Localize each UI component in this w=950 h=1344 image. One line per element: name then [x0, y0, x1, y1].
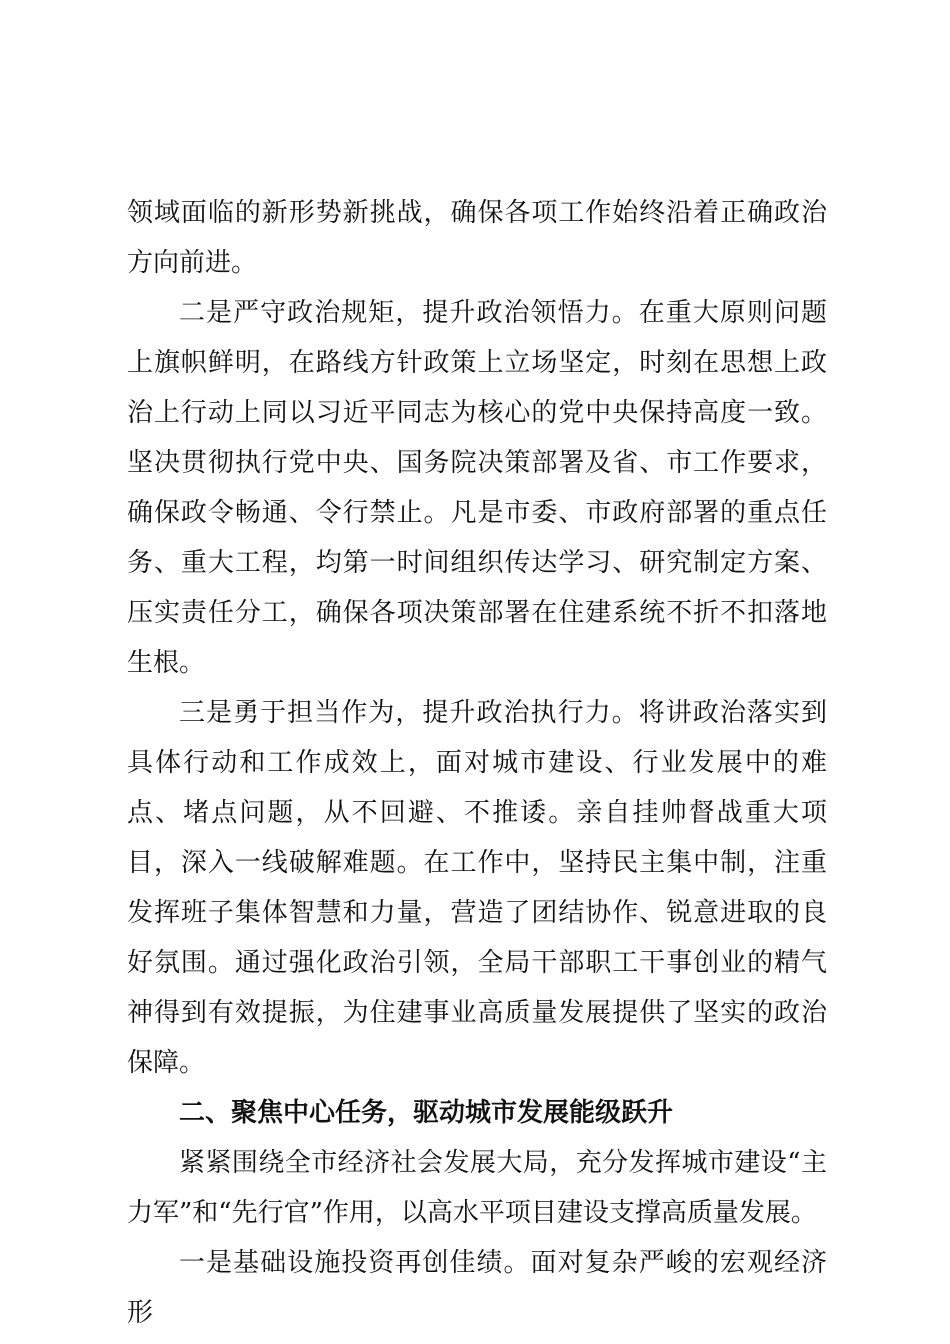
paragraph-infrastructure-investment: 一是基础设施投资再创佳绩。面对复杂严峻的宏观经济形	[127, 1248, 827, 1328]
paragraph-take-responsibility: 三是勇于担当作为，提升政治执行力。将讲政治落实到具体行动和工作成效上，面对城市建设、行业发展中的难点、堵点问题，从不回避、不推诿。亲自挂帅督战重大项目，深入一线破解难题。在工作中，坚持民主集中制，注重发挥班子集体智慧和力量，营造了团结协作、锐意进取的良好氛围。通过强化政治引领，全局干部职工干事创业的精气神得到有效提振，为住建事业高质量发展提供了坚实的政治保障。	[127, 698, 827, 1078]
document-body	[127, 188, 827, 1338]
paragraph-strict-political-rules: 二是严守政治规矩，提升政治领悟力。在重大原则问题上旗帜鲜明，在路线方针政策上立场坚定，时刻在思想上政治上行动上同以习近平同志为核心的党中央保持高度一致。坚决贯彻执行党中央、国务院决策部署及省、市工作要求，确保政令畅通、令行禁止。凡是市委、市政府部署的重点任务、重大工程，均第一时间组织传达学习、研究制定方案、压实责任分工，确保各项决策部署在住建系统不折不扣落地生根。	[127, 298, 827, 678]
paragraph-section-intro: 紧紧围绕全市经济社会发展大局，充分发挥城市建设“主力军”和“先行官”作用，以高水平项目建设支撑高质量发展。	[127, 1148, 827, 1228]
paragraph-continuation: 领域面临的新形势新挑战，确保各项工作始终沿着正确政治方向前进。	[127, 198, 827, 278]
section-heading: 二、聚焦中心任务，驱动城市发展能级跃升	[179, 1098, 674, 1128]
